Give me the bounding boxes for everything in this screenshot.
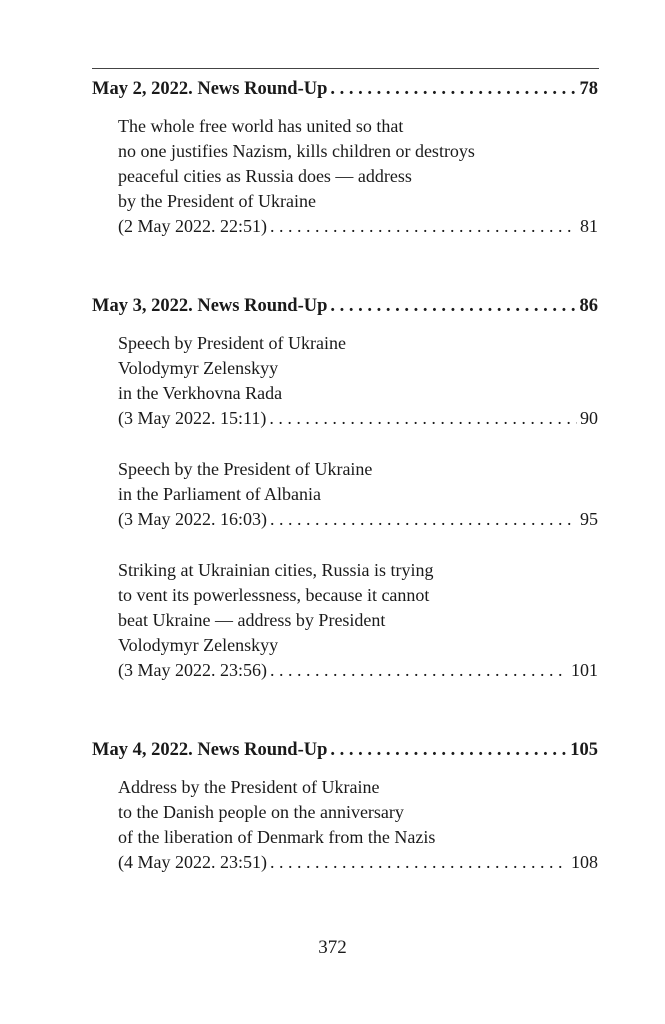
page-footer-number: 372 (318, 937, 347, 958)
dot-leader (270, 850, 568, 875)
top-rule (92, 68, 599, 69)
dot-leader (270, 214, 577, 239)
section-title: May 4, 2022. News Round-Up (92, 740, 328, 760)
entry-date: (3 May 2022. 16:03) (118, 509, 267, 529)
section-heading[interactable] (92, 76, 598, 102)
entry-line: of the liberation of Denmark from the Nazis (118, 827, 436, 847)
entry-page-number: 108 (571, 852, 598, 872)
toc-section-may-2 (92, 76, 598, 239)
entry-line: to the Danish people on the anniversary (118, 802, 404, 822)
entry-page-number: 90 (580, 408, 598, 428)
dot-leader (270, 507, 577, 532)
entry-date: (3 May 2022. 15:11) (118, 408, 267, 428)
section-page-number: 86 (579, 296, 598, 316)
entry-date: (4 May 2022. 23:51) (118, 852, 267, 872)
toc-section-may-4 (92, 737, 598, 875)
section-page-number: 105 (570, 740, 598, 760)
dot-leader (330, 293, 576, 319)
toc-entry[interactable] (118, 331, 598, 431)
section-page-number: 78 (579, 79, 598, 99)
entry-line: Speech by President of Ukraine (118, 333, 346, 353)
entry-page-number: 95 (580, 509, 598, 529)
entry-line: in the Parliament of Albania (118, 484, 321, 504)
dot-leader (270, 658, 568, 683)
entry-line: beat Ukraine — address by President (118, 610, 386, 630)
entry-page-number: 101 (571, 660, 598, 680)
dot-leader (330, 737, 567, 763)
entry-line: Speech by the President of Ukraine (118, 459, 373, 479)
entry-line: Volodymyr Zelenskyy (118, 358, 279, 378)
section-title: May 2, 2022. News Round-Up (92, 79, 328, 99)
entry-line: to vent its powerlessness, because it cannot (118, 585, 430, 605)
dot-leader (330, 76, 576, 102)
toc-entry[interactable] (118, 114, 598, 239)
section-heading[interactable] (92, 293, 598, 319)
entry-line: The whole free world has united so that (118, 116, 404, 136)
entry-date: (2 May 2022. 22:51) (118, 216, 267, 236)
dot-leader (269, 406, 577, 431)
table-of-contents (92, 76, 598, 929)
entry-line: no one justifies Nazism, kills children or destroys (118, 141, 475, 161)
entry-line: Volodymyr Zelenskyy (118, 635, 279, 655)
entry-date: (3 May 2022. 23:56) (118, 660, 267, 680)
toc-entry[interactable] (118, 457, 598, 532)
toc-section-may-3 (92, 293, 598, 683)
toc-entry[interactable] (118, 775, 598, 875)
entry-line: Address by the President of Ukraine (118, 777, 380, 797)
toc-entry[interactable] (118, 558, 598, 683)
section-heading[interactable] (92, 737, 598, 763)
section-title: May 3, 2022. News Round-Up (92, 296, 328, 316)
entry-line: Striking at Ukrainian cities, Russia is trying (118, 560, 434, 580)
entry-line: in the Verkhovna Rada (118, 383, 283, 403)
entry-line: peaceful cities as Russia does — address (118, 166, 412, 186)
entry-line: by the President of Ukraine (118, 191, 316, 211)
entry-page-number: 81 (580, 216, 598, 236)
